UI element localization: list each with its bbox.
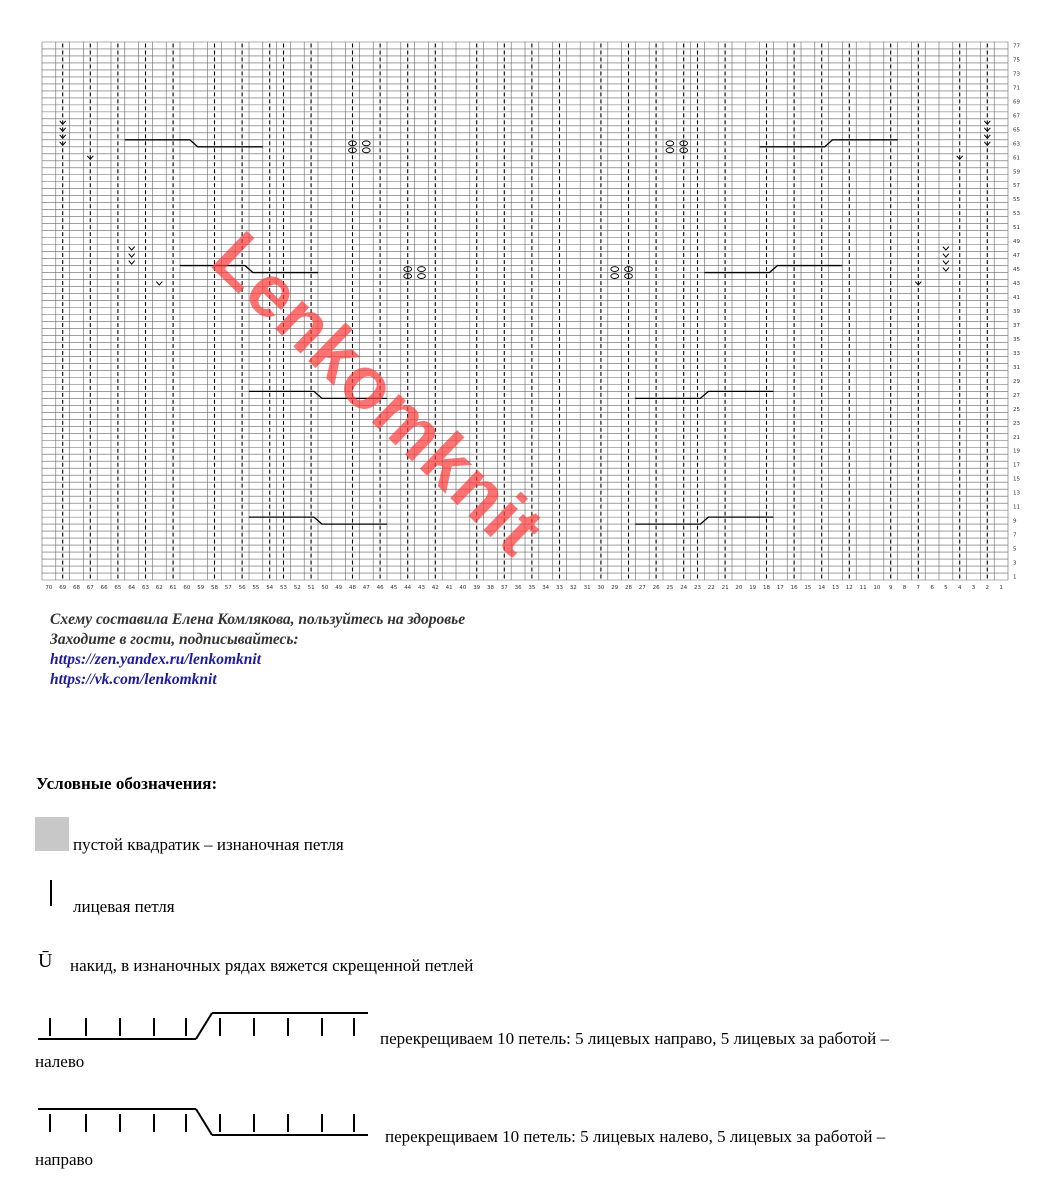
column-number: 67 bbox=[86, 585, 94, 591]
row-number: 29 bbox=[1013, 378, 1020, 385]
row-number: 45 bbox=[1013, 267, 1020, 274]
column-number: 34 bbox=[542, 585, 550, 591]
row-number: 75 bbox=[1013, 57, 1020, 64]
column-number: 42 bbox=[431, 585, 439, 591]
column-number: 61 bbox=[169, 585, 177, 591]
column-number: 1 bbox=[999, 585, 1003, 591]
row-number: 7 bbox=[1013, 532, 1017, 539]
cable-right-symbol bbox=[36, 1010, 372, 1042]
legend-cable-right-line1: перекрещиваем 10 петель: 5 лицевых направо, 5 лицевых за работой – bbox=[380, 1029, 890, 1048]
credits-line-author: Схему составила Елена Комлякова, пользуйтесь на здоровье bbox=[50, 611, 466, 628]
column-number: 36 bbox=[514, 585, 522, 591]
column-number: 38 bbox=[487, 585, 494, 591]
column-number: 55 bbox=[252, 585, 260, 591]
row-number: 31 bbox=[1013, 364, 1020, 371]
row-number: 35 bbox=[1013, 336, 1020, 343]
column-number: 12 bbox=[845, 585, 853, 591]
column-number: 64 bbox=[128, 585, 136, 591]
cable-left-symbol bbox=[36, 1104, 372, 1140]
column-number: 56 bbox=[238, 585, 246, 591]
column-number: 20 bbox=[735, 585, 743, 591]
credits-line-invite: Заходите в гости, подписывайтесь: bbox=[50, 631, 299, 648]
yarn-over-mark bbox=[666, 148, 674, 153]
column-number: 43 bbox=[418, 585, 425, 591]
column-number: 54 bbox=[266, 585, 274, 591]
yarn-over-mark bbox=[611, 267, 619, 272]
row-number: 69 bbox=[1013, 99, 1020, 106]
knit-symbol bbox=[44, 878, 58, 908]
column-number: 14 bbox=[818, 585, 826, 591]
legend-cable-left-line2: направо bbox=[35, 1150, 93, 1169]
legend-knit: лицевая петля bbox=[73, 897, 175, 916]
row-number: 47 bbox=[1013, 253, 1020, 260]
column-number: 26 bbox=[652, 585, 660, 591]
row-number: 51 bbox=[1013, 225, 1020, 232]
column-number: 65 bbox=[114, 585, 122, 591]
column-number: 24 bbox=[680, 585, 688, 591]
column-number: 57 bbox=[224, 585, 232, 591]
yarn-over-mark bbox=[418, 267, 426, 272]
column-number: 23 bbox=[694, 585, 701, 591]
decrease-mark bbox=[129, 247, 135, 250]
row-number: 11 bbox=[1013, 504, 1020, 511]
column-number: 19 bbox=[749, 585, 757, 591]
watermark-text: Lenkomknit bbox=[196, 215, 561, 571]
row-number: 61 bbox=[1013, 155, 1020, 162]
row-number: 37 bbox=[1013, 322, 1020, 329]
row-number: 65 bbox=[1013, 127, 1020, 134]
column-number: 41 bbox=[445, 585, 453, 591]
column-number: 32 bbox=[569, 585, 577, 591]
column-number: 59 bbox=[197, 585, 205, 591]
column-number: 15 bbox=[804, 585, 812, 591]
column-number: 5 bbox=[944, 585, 948, 591]
row-number: 77 bbox=[1013, 43, 1020, 50]
column-number: 35 bbox=[528, 585, 536, 591]
row-number: 59 bbox=[1013, 169, 1020, 176]
column-number: 44 bbox=[404, 585, 412, 591]
legend-cable-right-line2: налево bbox=[35, 1052, 85, 1071]
column-number: 29 bbox=[611, 585, 619, 591]
row-number: 63 bbox=[1013, 141, 1020, 148]
row-number: 43 bbox=[1013, 281, 1020, 288]
row-number: 27 bbox=[1013, 392, 1020, 399]
yarn-over-mark bbox=[362, 141, 370, 146]
column-number: 60 bbox=[183, 585, 191, 591]
column-number: 10 bbox=[873, 585, 881, 591]
column-number: 66 bbox=[100, 585, 108, 591]
column-number: 49 bbox=[335, 585, 343, 591]
row-number: 23 bbox=[1013, 420, 1020, 427]
column-number: 13 bbox=[832, 585, 839, 591]
purl-swatch bbox=[35, 817, 69, 851]
column-number: 21 bbox=[721, 585, 729, 591]
legend-cable-left-line1: перекрещиваем 10 петель: 5 лицевых налево, 5 лицевых за работой – bbox=[385, 1127, 886, 1146]
row-number: 3 bbox=[1013, 560, 1017, 567]
column-number: 45 bbox=[390, 585, 398, 591]
row-number: 71 bbox=[1013, 85, 1020, 92]
decrease-mark bbox=[943, 254, 949, 257]
column-number: 39 bbox=[473, 585, 481, 591]
decrease-mark bbox=[943, 261, 949, 264]
column-number: 16 bbox=[790, 585, 798, 591]
credits-block bbox=[50, 610, 465, 690]
column-number: 25 bbox=[666, 585, 674, 591]
decrease-mark bbox=[156, 282, 162, 285]
column-number: 22 bbox=[707, 585, 715, 591]
column-number: 68 bbox=[73, 585, 80, 591]
watermark bbox=[196, 215, 561, 571]
column-number: 47 bbox=[362, 585, 370, 591]
yarn-over-mark bbox=[666, 141, 674, 146]
column-number: 2 bbox=[985, 585, 990, 591]
decrease-mark bbox=[943, 247, 949, 250]
row-number: 25 bbox=[1013, 406, 1020, 413]
row-number: 67 bbox=[1013, 113, 1020, 120]
yarn-over-mark bbox=[611, 274, 619, 279]
column-number: 9 bbox=[888, 585, 893, 591]
row-number: 73 bbox=[1013, 71, 1020, 78]
column-number: 17 bbox=[776, 585, 784, 591]
row-number: 39 bbox=[1013, 309, 1020, 315]
legend-title: Условные обозначения: bbox=[36, 774, 218, 793]
legend-purl: пустой квадратик – изнаночная петля bbox=[73, 835, 344, 854]
column-number: 30 bbox=[597, 585, 605, 591]
yo-symbol: Ū bbox=[38, 950, 53, 972]
column-number: 52 bbox=[293, 585, 301, 591]
column-number: 31 bbox=[583, 585, 591, 591]
column-number: 28 bbox=[625, 585, 632, 591]
legend-yo: накид, в изнаночных рядах вяжется скрещенной петлей bbox=[70, 956, 474, 975]
row-number: 9 bbox=[1013, 518, 1017, 525]
column-number: 7 bbox=[916, 585, 921, 591]
column-number: 53 bbox=[280, 585, 287, 591]
column-number: 33 bbox=[556, 585, 563, 591]
row-number: 55 bbox=[1013, 197, 1020, 204]
vk-link[interactable]: https://vk.com/lenkomknit bbox=[50, 671, 217, 688]
column-number: 27 bbox=[638, 585, 646, 591]
row-number: 15 bbox=[1013, 476, 1020, 483]
zen-link[interactable]: https://zen.yandex.ru/lenkomknit bbox=[50, 651, 262, 668]
column-number: 62 bbox=[155, 585, 163, 591]
row-number: 13 bbox=[1013, 490, 1020, 497]
decrease-mark bbox=[129, 254, 135, 257]
column-number: 3 bbox=[971, 585, 976, 591]
yarn-over-mark bbox=[362, 148, 370, 153]
column-number: 69 bbox=[59, 585, 67, 591]
decrease-mark bbox=[129, 261, 135, 264]
row-number: 1 bbox=[1013, 574, 1017, 581]
column-number: 6 bbox=[930, 585, 934, 591]
row-number: 17 bbox=[1013, 462, 1020, 469]
column-number: 37 bbox=[500, 585, 508, 591]
column-number: 51 bbox=[307, 585, 315, 591]
column-number: 58 bbox=[211, 585, 218, 591]
row-number: 49 bbox=[1013, 239, 1020, 246]
column-number: 18 bbox=[763, 585, 770, 591]
row-number: 41 bbox=[1013, 295, 1020, 302]
column-number: 50 bbox=[321, 585, 329, 591]
row-number: 19 bbox=[1013, 448, 1020, 455]
column-number: 4 bbox=[957, 585, 962, 591]
column-number: 48 bbox=[349, 585, 356, 591]
decrease-mark bbox=[943, 268, 949, 271]
row-number: 33 bbox=[1013, 350, 1020, 357]
column-number: 63 bbox=[142, 585, 149, 591]
row-number: 57 bbox=[1013, 183, 1020, 190]
column-number: 70 bbox=[45, 585, 53, 591]
row-number: 21 bbox=[1013, 434, 1020, 441]
column-number: 46 bbox=[376, 585, 384, 591]
row-number: 53 bbox=[1013, 211, 1020, 218]
column-number: 40 bbox=[459, 585, 467, 591]
yarn-over-mark bbox=[418, 274, 426, 279]
row-number: 5 bbox=[1013, 546, 1017, 553]
column-number: 11 bbox=[859, 585, 867, 591]
column-number: 8 bbox=[902, 585, 907, 591]
